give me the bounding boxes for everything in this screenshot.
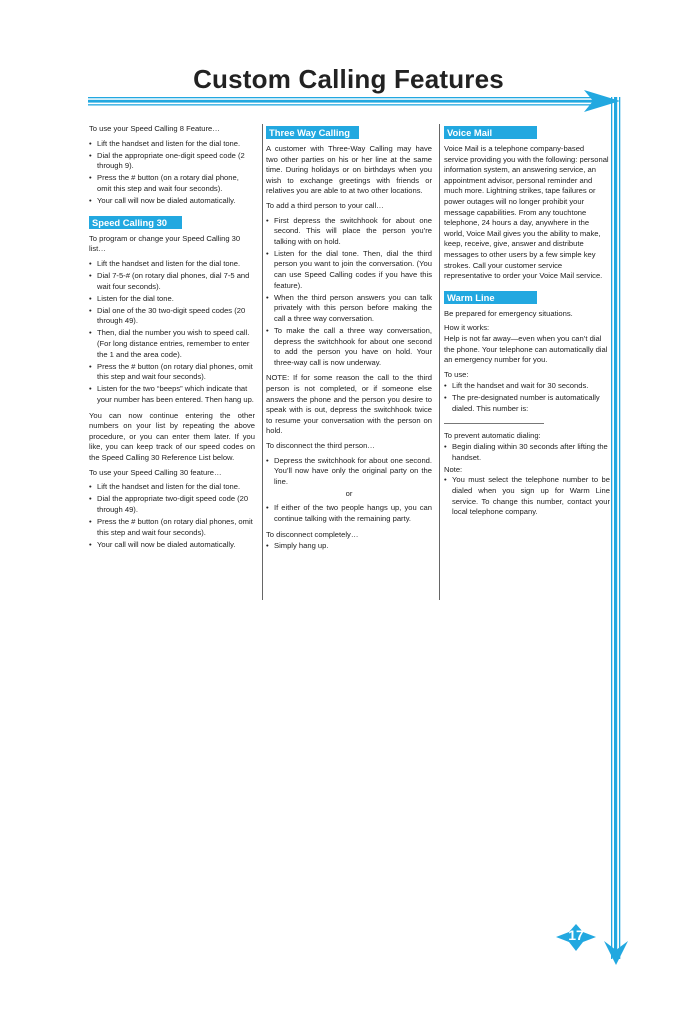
list-item: • Listen for the two “beeps” which indicate that your number has been entered. Then hang up.: [89, 384, 255, 405]
section-heading-speed-calling-30: Speed Calling 30: [89, 216, 182, 229]
list-item: • First depress the switchhook for about one second. This will place the person you’re talking with on hold.: [266, 216, 432, 248]
column-voice-mail-warm-line: [444, 124, 610, 523]
list-item: • Listen for the dial tone.: [89, 294, 255, 305]
sc30-use-steps: [89, 482, 255, 550]
warm-line-how-text: Help is not far away—even when you can’t dial the phone. Your telephone can automatically dial an emergency number for you.: [444, 333, 608, 365]
list-item: • Press the # button (on a rotary dial phone, omit this step and wait four seconds).: [89, 173, 255, 194]
sc8-intro: To use your Speed Calling 8 Feature…: [89, 124, 220, 133]
list-item: • You must select the telephone number to be dialed when you sign up for Warm Line service. To change this number, contact your local telephone company.: [444, 475, 610, 517]
list-item: • Depress the switchhook for about one second. You’ll now have only the original party on the line.: [266, 456, 432, 488]
three-way-disconnect-intro: To disconnect the third person…: [266, 440, 375, 450]
column-divider: [262, 124, 263, 600]
list-item: • Lift the handset and listen for the dial tone.: [89, 139, 255, 150]
three-way-disconnect-steps: [266, 456, 432, 488]
list-item: • Your call will now be dialed automatically.: [89, 540, 255, 551]
list-item: • Lift the handset and listen for the dial tone.: [89, 482, 255, 493]
three-way-hangup-steps: [266, 503, 432, 524]
list-item: • When the third person answers you can talk privately with this person before making the call a three way conversation.: [266, 293, 432, 325]
list-item: • Simply hang up.: [266, 541, 432, 552]
sc30-program-steps: [89, 259, 255, 406]
warm-line-use-steps: [444, 381, 610, 414]
section-heading-voice-mail: Voice Mail: [444, 126, 537, 139]
voice-mail-text: Voice Mail is a telephone company-based service providing you with the following: personal information system, an answering service, an appointment advisor, personal reminder and much more. Lightning strikes, tape failures or power outages will no longer prohibit your message capabilities. From any touchtone telephone, 24 hours a day, anywhere in the world, Voice Mail gives you the ability to make, keep, receive, give, answer and distribute messages to other users by a few simple key strokes. Call your customer service representative to order your Voice Mail service.: [444, 144, 609, 281]
list-item: • Listen for the dial tone. Then, dial the third person you want to join the conversation. (You can use Speed Calling codes if you have this feature).: [266, 249, 432, 291]
three-way-complete-intro: To disconnect completely…: [266, 529, 359, 539]
section-heading-three-way-calling: Three Way Calling: [266, 126, 359, 139]
page-number: 17: [568, 927, 584, 943]
three-way-add-intro: To add a third person to your call…: [266, 200, 384, 210]
emergency-number-blank: [444, 423, 544, 424]
list-item: • To make the call a three way conversation, depress the switchhook for about one second to add the person you have on hold. Your three-way call is now underway.: [266, 326, 432, 368]
warm-line-prevent-label: To prevent automatic dialing:: [444, 430, 541, 440]
list-item: • Dial the appropriate two-digit speed code (20 through 49).: [89, 494, 255, 515]
list-item: • Dial 7-5-# (on rotary dial phones, dial 7-5 and wait four seconds).: [89, 271, 255, 292]
sc8-steps: [89, 139, 255, 207]
list-item: • Lift the handset and wait for 30 seconds.: [444, 381, 610, 392]
list-item: • If either of the two people hangs up, you can continue talking with the remaining party.: [266, 503, 432, 524]
list-item: • Your call will now be dialed automatically.: [89, 196, 255, 207]
list-item: • Dial one of the 30 two-digit speed codes (20 through 49).: [89, 306, 255, 327]
or-text: or: [345, 488, 353, 498]
column-speed-calling: [89, 124, 255, 555]
list-item: • Lift the handset and listen for the dial tone.: [89, 259, 255, 270]
list-item: • Press the # button (on rotary dial phones, omit this step and wait four seconds).: [89, 517, 255, 538]
sc30-use-intro: To use your Speed Calling 30 feature…: [89, 467, 222, 477]
warm-line-prevent-steps: [444, 442, 610, 463]
list-item: • Press the # button (on rotary dial phones, omit this step and wait four seconds).: [89, 362, 255, 383]
list-item: • Dial the appropriate one-digit speed code (2 through 9).: [89, 151, 255, 172]
warm-line-how-label: How it works:: [444, 323, 490, 333]
warm-line-note-steps: [444, 475, 610, 517]
three-way-add-steps: [266, 216, 432, 369]
column-divider: [439, 124, 440, 600]
column-three-way-calling: [266, 124, 432, 557]
three-way-note: NOTE: If for some reason the call to the third person is not completed, or if someone else answers the phone and the person you desire to speak with is out, depress the switchhook twice to resume your conversation with the person on hold.: [266, 373, 432, 436]
section-heading-warm-line: Warm Line: [444, 291, 537, 304]
warm-line-prepared: Be prepared for emergency situations.: [444, 308, 573, 318]
sc30-continue-text: You can now continue entering the other numbers on your list by repeating the above procedure, or you can enter them later. If you like, you can keep track of our speed codes on the Speed Calling 30 Reference List below.: [89, 410, 255, 462]
list-item: • Then, dial the number you wish to speed call. (For long distance entries, remember to enter the 1 and the area code).: [89, 328, 255, 360]
header-arrow-icon: [88, 90, 620, 112]
three-way-complete-steps: [266, 541, 432, 552]
list-item: • The pre-designated number is automatically dialed. This number is:: [444, 393, 610, 414]
list-item: • Begin dialing within 30 seconds after lifting the handset.: [444, 442, 610, 463]
warm-line-note-label: Note:: [444, 464, 463, 474]
warm-line-use-label: To use:: [444, 369, 469, 379]
page-title: Custom Calling Features: [193, 64, 504, 94]
three-way-intro: A customer with Three-Way Calling may have two other parties on his or her line at the same time. During holidays or on birthdays when you wish to exchange greetings with friends or relatives you are able to at two other locations.: [266, 144, 432, 196]
sc30-program-intro: To program or change your Speed Calling 30 list…: [89, 233, 241, 254]
